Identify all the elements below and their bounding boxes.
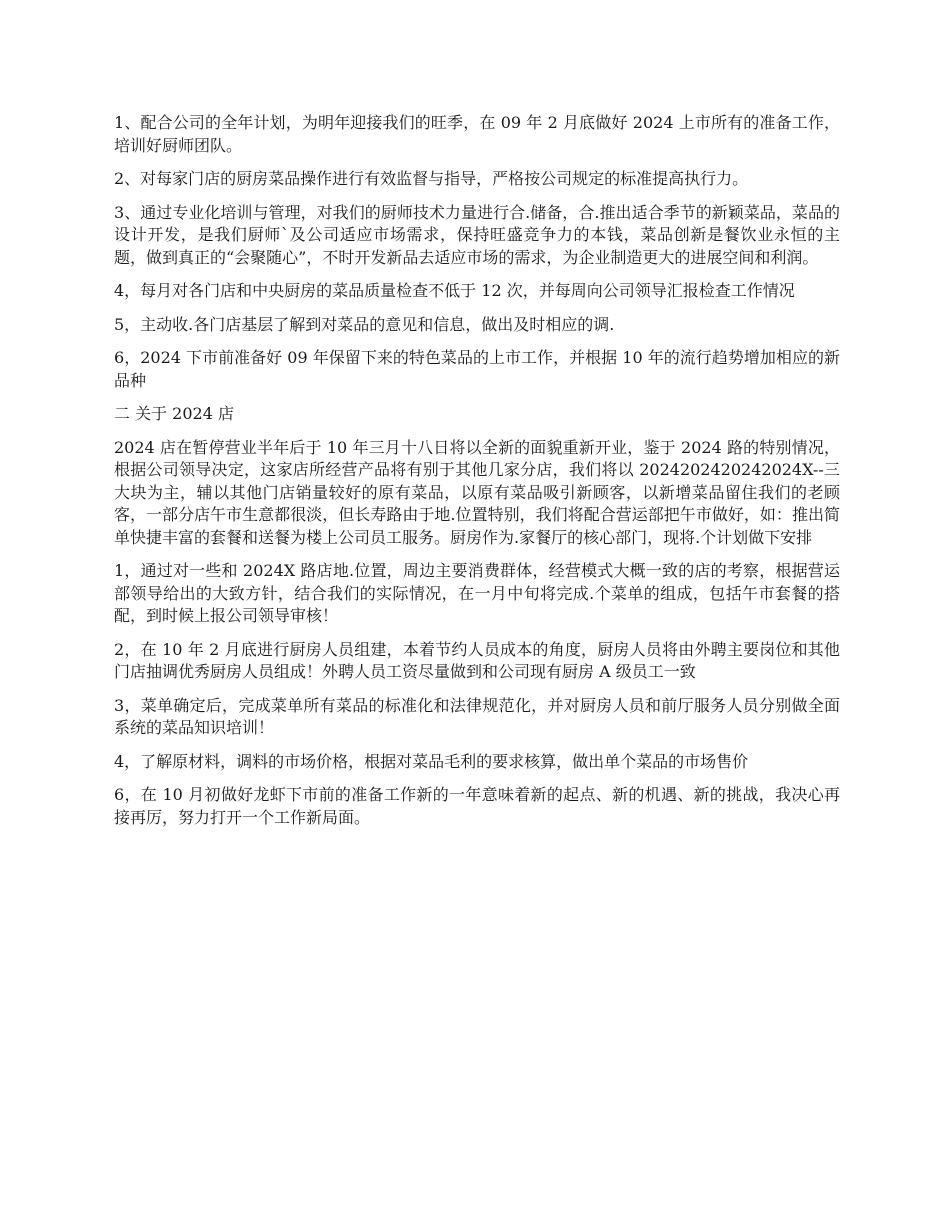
paragraph-2: 2、对每家门店的厨房菜品操作进行有效监督与指导，严格按公司规定的标准提高执行力。 xyxy=(114,169,749,188)
section-heading: 二 关于 2024 店 xyxy=(114,404,234,423)
paragraph-7: 2024 店在暂停营业半年后于 10 年三月十八日将以全新的面貌重新开业，鉴于 2024 路的特别情况，根据公司领导决定，这家店所经营产品将有别于其他几家分店，我们将以 2024202420242024X--三大块为主，辅以其他门店销量较好的原有菜品，以原有菜品吸引新顾客，以新增菜品留住我们的老顾客，一部分店午市生意都很淡，但长寿路由于地.位置特别，我们将配合营运部把午市做好，如：推出简单快捷丰富的套餐和送餐为楼上公司员工服务。厨房作为.家餐厅的核心部门，现将.个计划做下安排 xyxy=(114,437,840,547)
paragraph-11: 4，了解原材料，调料的市场价格，根据对菜品毛利的要求核算，做出单个菜品的市场售价 xyxy=(114,751,749,771)
paragraph-1: 1、配合公司的全年计划，为明年迎接我们的旺季，在 09 年 2 月底做好 2024 上市所有的准备工作，培训好厨师团队。 xyxy=(114,113,840,155)
document-body xyxy=(114,112,840,840)
paragraph-3: 3、通过专业化培训与管理，对我们的厨师技术力量进行合.储备，合.推出适合季节的新颖菜品，菜品的设计开发，是我们厨师`及公司适应市场需求，保持旺盛竞争力的本钱，菜品创新是餐饮业永恒的主题，做到真正的“会聚随心”，不时开发新品去适应市场的需求，为企业制造更大的进展空间和利润。 xyxy=(114,202,840,267)
paragraph-9: 2，在 10 年 2 月底进行厨房人员组建，本着节约人员成本的角度，厨房人员将由外聘主要岗位和其他门店抽调优秀厨房人员组成！外聘人员工资尽量做到和公司现有厨房 A 级员工一致 xyxy=(114,639,840,681)
paragraph-4: 4，每月对各门店和中央厨房的菜品质量检查不低于 12 次，并每周向公司领导汇报检查工作情况 xyxy=(114,281,795,300)
paragraph-12: 6，在 10 月初做好龙虾下市前的准备工作新的一年意味着新的起点、新的机遇、新的挑战，我决心再接再厉，努力打开一个工作新局面。 xyxy=(114,785,840,827)
paragraph-6: 6，2024 下市前准备好 09 年保留下来的特色菜品的上市工作，并根据 10 年的流行趋势增加相应的新品种 xyxy=(114,348,840,390)
paragraph-5: 5，主动收.各门店基层了解到对菜品的意见和信息，做出及时相应的调. xyxy=(114,314,615,334)
paragraph-10: 3，菜单确定后，完成菜单所有菜品的标准化和法律规范化，并对厨房人员和前厅服务人员分别做全面系统的菜品知识培训！ xyxy=(114,695,840,737)
paragraph-8: 1，通过对一些和 2024X 路店地.位置，周边主要消费群体，经营模式大概一致的店的考察，根据营运部领导给出的大致方针，结合我们的实际情况，在一月中旬将完成.个菜单的组成，包括午市套餐的搭配，到时候上报公司领导审核！ xyxy=(114,561,840,625)
